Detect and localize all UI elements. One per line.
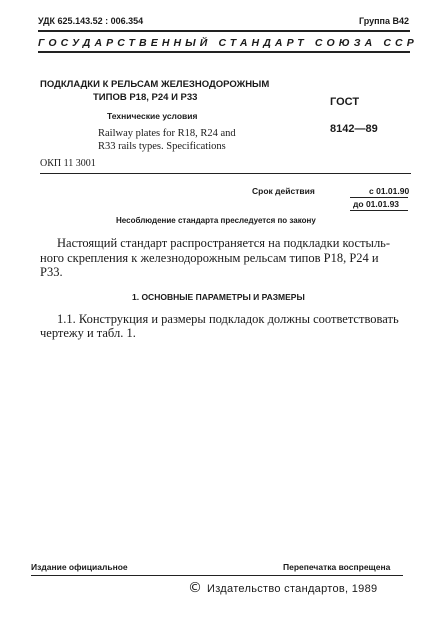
intro-line-3: Р33. — [40, 265, 63, 279]
edition-note: Издание официальное — [31, 562, 128, 572]
validity-to: до 01.01.93 — [353, 199, 400, 209]
subtitle: Технические условия — [107, 111, 198, 121]
okp-code: ОКП 11 3001 — [40, 158, 96, 169]
gost-number: 8142—89 — [330, 123, 378, 135]
section-heading: 1. ОСНОВНЫЕ ПАРАМЕТРЫ И РАЗМЕРЫ — [132, 292, 305, 302]
header-rule-bottom — [38, 51, 410, 53]
copyright-icon: © — [188, 580, 202, 596]
intro-line-2: ного скрепления к железнодорожным рельсам типов Р18, Р24 и — [40, 251, 379, 265]
section-para-line-2: чертежу и табл. 1. — [40, 326, 136, 340]
english-title-line-1: Railway plates for R18, R24 and — [98, 128, 236, 139]
publisher: Издательство стандартов, 1989 — [207, 583, 378, 595]
legal-notice: Несоблюдение стандарта преследуется по закону — [116, 216, 316, 225]
validity-from: с 01.01.90 — [369, 186, 410, 196]
validity-label: Срок действия — [252, 186, 315, 196]
title-line-1: ПОДКЛАДКИ К РЕЛЬСАМ ЖЕЛЕЗНОДОРОЖНЫМ — [40, 79, 270, 90]
reprint-note: Перепечатка воспрещена — [283, 562, 391, 572]
footer-rule — [31, 575, 403, 576]
intro-line-1: Настоящий стандарт распространяется на подкладки костыль- — [57, 236, 391, 250]
english-title-line-2: R33 rails types. Specifications — [98, 141, 226, 152]
validity-to-rule — [350, 210, 408, 211]
section-para-line-1: 1.1. Конструкция и размеры подкладок должны соответствовать — [57, 312, 399, 326]
gost-label: ГОСТ — [330, 96, 360, 108]
title-line-2: ТИПОВ Р18, Р24 И Р33 — [93, 92, 198, 103]
standard-line: ГОСУДАРСТВЕННЫЙ СТАНДАРТ СОЮЗА ССР — [38, 37, 418, 49]
header-rule-top — [38, 30, 410, 32]
validity-from-rule — [350, 197, 408, 198]
group-code: Группа В42 — [358, 16, 409, 26]
title-block-rule — [40, 173, 411, 174]
udk-code: УДК 625.143.52 : 006.354 — [38, 16, 144, 26]
